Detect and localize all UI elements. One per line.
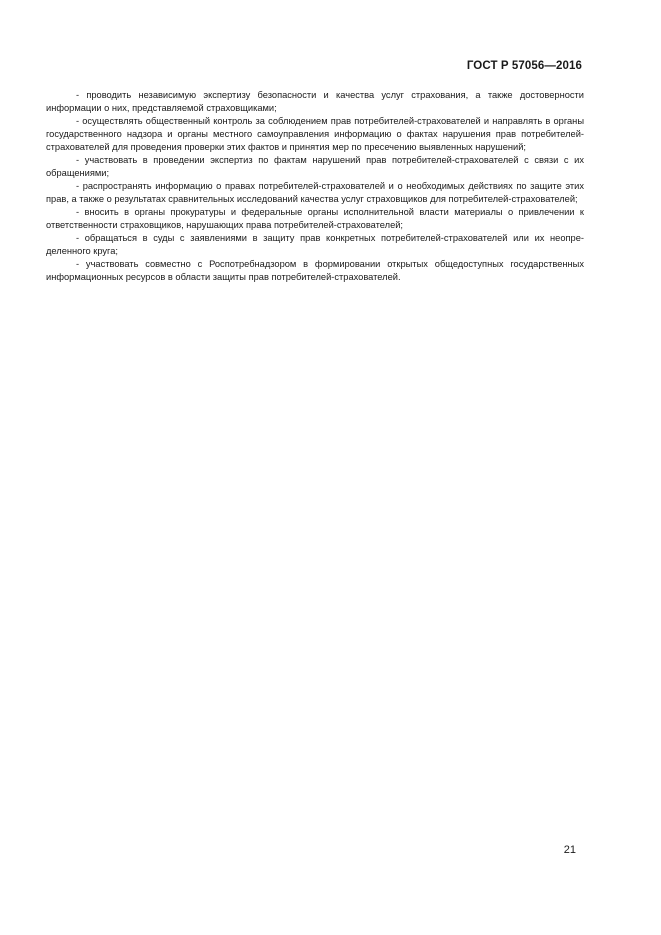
document-standard-code: ГОСТ Р 57056—2016: [466, 60, 582, 72]
document-body: [46, 89, 584, 284]
list-item: - участвовать в проведении экспертиз по фактам нарушений прав потребителей-страхователей с связи с их обращениями;: [46, 155, 584, 178]
list-item: - обращаться в суды с заявлениями в защиту прав конкретных потребителей-страхователей или их неопре-деленного круга;: [46, 233, 584, 256]
list-item: - проводить независимую экспертизу безопасности и качества услуг страхования, а также достоверности информации о них, представляемой страховщиками;: [46, 90, 584, 113]
page-number: 21: [563, 844, 576, 856]
list-item: - вносить в органы прокуратуры и федеральные органы исполнительной власти материалы о привлечении к ответственности страховщиков, нарушающих права потребителей-страхователей;: [46, 207, 584, 230]
list-item: - осуществлять общественный контроль за соблюдением прав потребителей-страхователей и направлять в органы государственного надзора и органы местного самоуправления информацию о фактах нарушения прав потребителей-страхователей для проведения проверки этих фактов и принятия мер по пресечению выявленных нарушений;: [46, 116, 584, 152]
list-item: - участвовать совместно с Роспотребнадзором в формировании открытых общедоступных государственных информационных ресурсов в области защиты прав потребителей-страхователей.: [46, 259, 584, 282]
list-item: - распространять информацию о правах потребителей-страхователей и о необходимых действиях по защите этих прав, а также о результатах сравнительных исследований качества услуг страховщиков для потребителей-страхователей;: [46, 181, 584, 204]
